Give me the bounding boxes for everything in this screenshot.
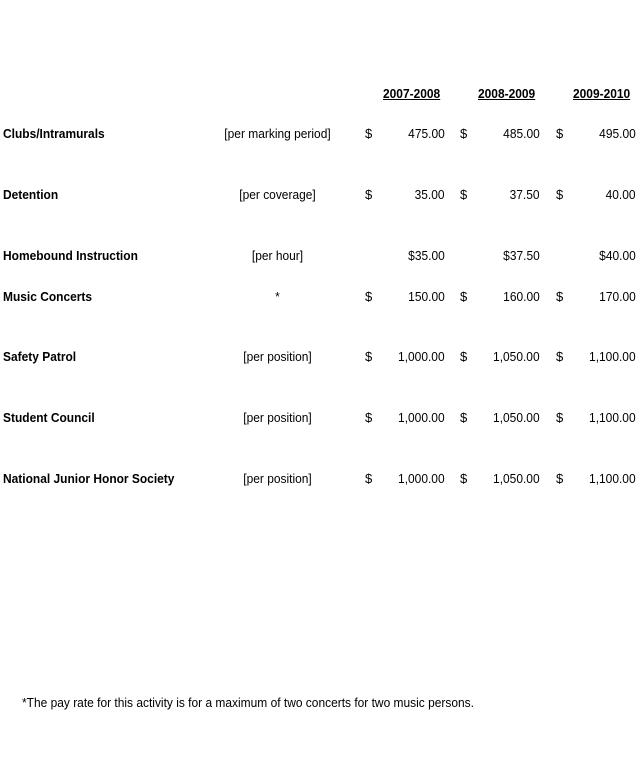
footnote: *The pay rate for this activity is for a maximum of two concerts for two music persons.: [22, 695, 474, 710]
rate-amount: 495.00: [599, 126, 636, 141]
table-row: [0, 410, 644, 428]
currency-sign: $: [460, 349, 468, 364]
rate-cell: [556, 349, 636, 367]
rate-amount: 1,050.00: [493, 471, 540, 486]
rate-cell: [556, 187, 636, 205]
rate-amount: 160.00: [503, 289, 540, 304]
currency-sign: $: [460, 410, 468, 425]
table-row: [0, 289, 644, 307]
currency-sign: $: [460, 126, 468, 141]
rate-cell: [365, 248, 445, 266]
rate-cell: [460, 126, 540, 144]
rate-unit: [per marking period]: [224, 126, 331, 141]
rate-amount: 1,000.00: [398, 349, 445, 364]
rate-amount: 35.00: [415, 187, 445, 202]
activity-name: Student Council: [3, 410, 95, 425]
currency-sign: $: [365, 126, 373, 141]
currency-sign: $: [365, 187, 373, 202]
rate-cell: [556, 126, 636, 144]
rate-amount: $40.00: [599, 248, 636, 263]
rate-cell: [365, 349, 445, 367]
rate-cell: [460, 410, 540, 428]
rate-amount: $37.50: [503, 248, 540, 263]
currency-sign: $: [460, 289, 468, 304]
currency-sign: $: [365, 471, 373, 486]
activity-name: Homebound Instruction: [3, 248, 138, 263]
currency-sign: $: [556, 289, 564, 304]
rate-amount: 475.00: [408, 126, 445, 141]
rate-unit: [per position]: [243, 471, 312, 486]
activity-name: Safety Patrol: [3, 349, 77, 364]
currency-sign: $: [556, 187, 564, 202]
rate-cell: [460, 471, 540, 489]
rate-amount: 1,050.00: [493, 349, 540, 364]
activity-name: Clubs/Intramurals: [3, 126, 105, 141]
table-row: [0, 126, 644, 144]
currency-sign: $: [556, 471, 564, 486]
rate-cell: [556, 289, 636, 307]
activity-name: Detention: [3, 187, 59, 202]
rate-amount: 1,050.00: [493, 410, 540, 425]
rate-amount: 37.50: [510, 187, 540, 202]
rate-amount: 1,000.00: [398, 410, 445, 425]
rate-cell: [365, 471, 445, 489]
rate-cell: [460, 187, 540, 205]
table-row: [0, 187, 644, 205]
rate-amount: 1,000.00: [398, 471, 445, 486]
table-row: [0, 248, 644, 266]
rate-amount: 485.00: [503, 126, 540, 141]
year-header-2007-2008: 2007-2008: [383, 86, 441, 101]
year-header-2009-2010: 2009-2010: [573, 86, 631, 101]
rate-cell: [365, 187, 445, 205]
currency-sign: $: [556, 126, 564, 141]
rate-cell: [365, 289, 445, 307]
currency-sign: $: [365, 289, 373, 304]
rate-amount: 40.00: [606, 187, 636, 202]
rate-cell: [460, 349, 540, 367]
activity-name: Music Concerts: [3, 289, 93, 304]
currency-sign: $: [556, 410, 564, 425]
rate-cell: [460, 289, 540, 307]
year-header-2008-2009: 2008-2009: [478, 86, 536, 101]
rate-cell: [556, 471, 636, 489]
rate-cell: [365, 410, 445, 428]
activity-name: National Junior Honor Society: [3, 471, 175, 486]
rate-amount: $35.00: [408, 248, 445, 263]
currency-sign: $: [556, 349, 564, 364]
rate-unit: *: [275, 289, 280, 304]
rate-amount: 1,100.00: [589, 471, 636, 486]
currency-sign: $: [460, 187, 468, 202]
rate-cell: [365, 126, 445, 144]
rate-unit: [per coverage]: [239, 187, 316, 202]
rate-cell: [556, 248, 636, 266]
table-row: [0, 349, 644, 367]
rate-amount: 170.00: [599, 289, 636, 304]
currency-sign: $: [365, 410, 373, 425]
rate-amount: 150.00: [408, 289, 445, 304]
currency-sign: $: [460, 471, 468, 486]
rate-cell: [556, 410, 636, 428]
rate-unit: [per hour]: [251, 248, 304, 263]
rate-amount: 1,100.00: [589, 410, 636, 425]
table-row: [0, 471, 644, 489]
rate-unit: [per position]: [243, 410, 312, 425]
currency-sign: $: [365, 349, 373, 364]
rate-amount: 1,100.00: [589, 349, 636, 364]
rate-unit: [per position]: [243, 349, 312, 364]
rate-cell: [460, 248, 540, 266]
